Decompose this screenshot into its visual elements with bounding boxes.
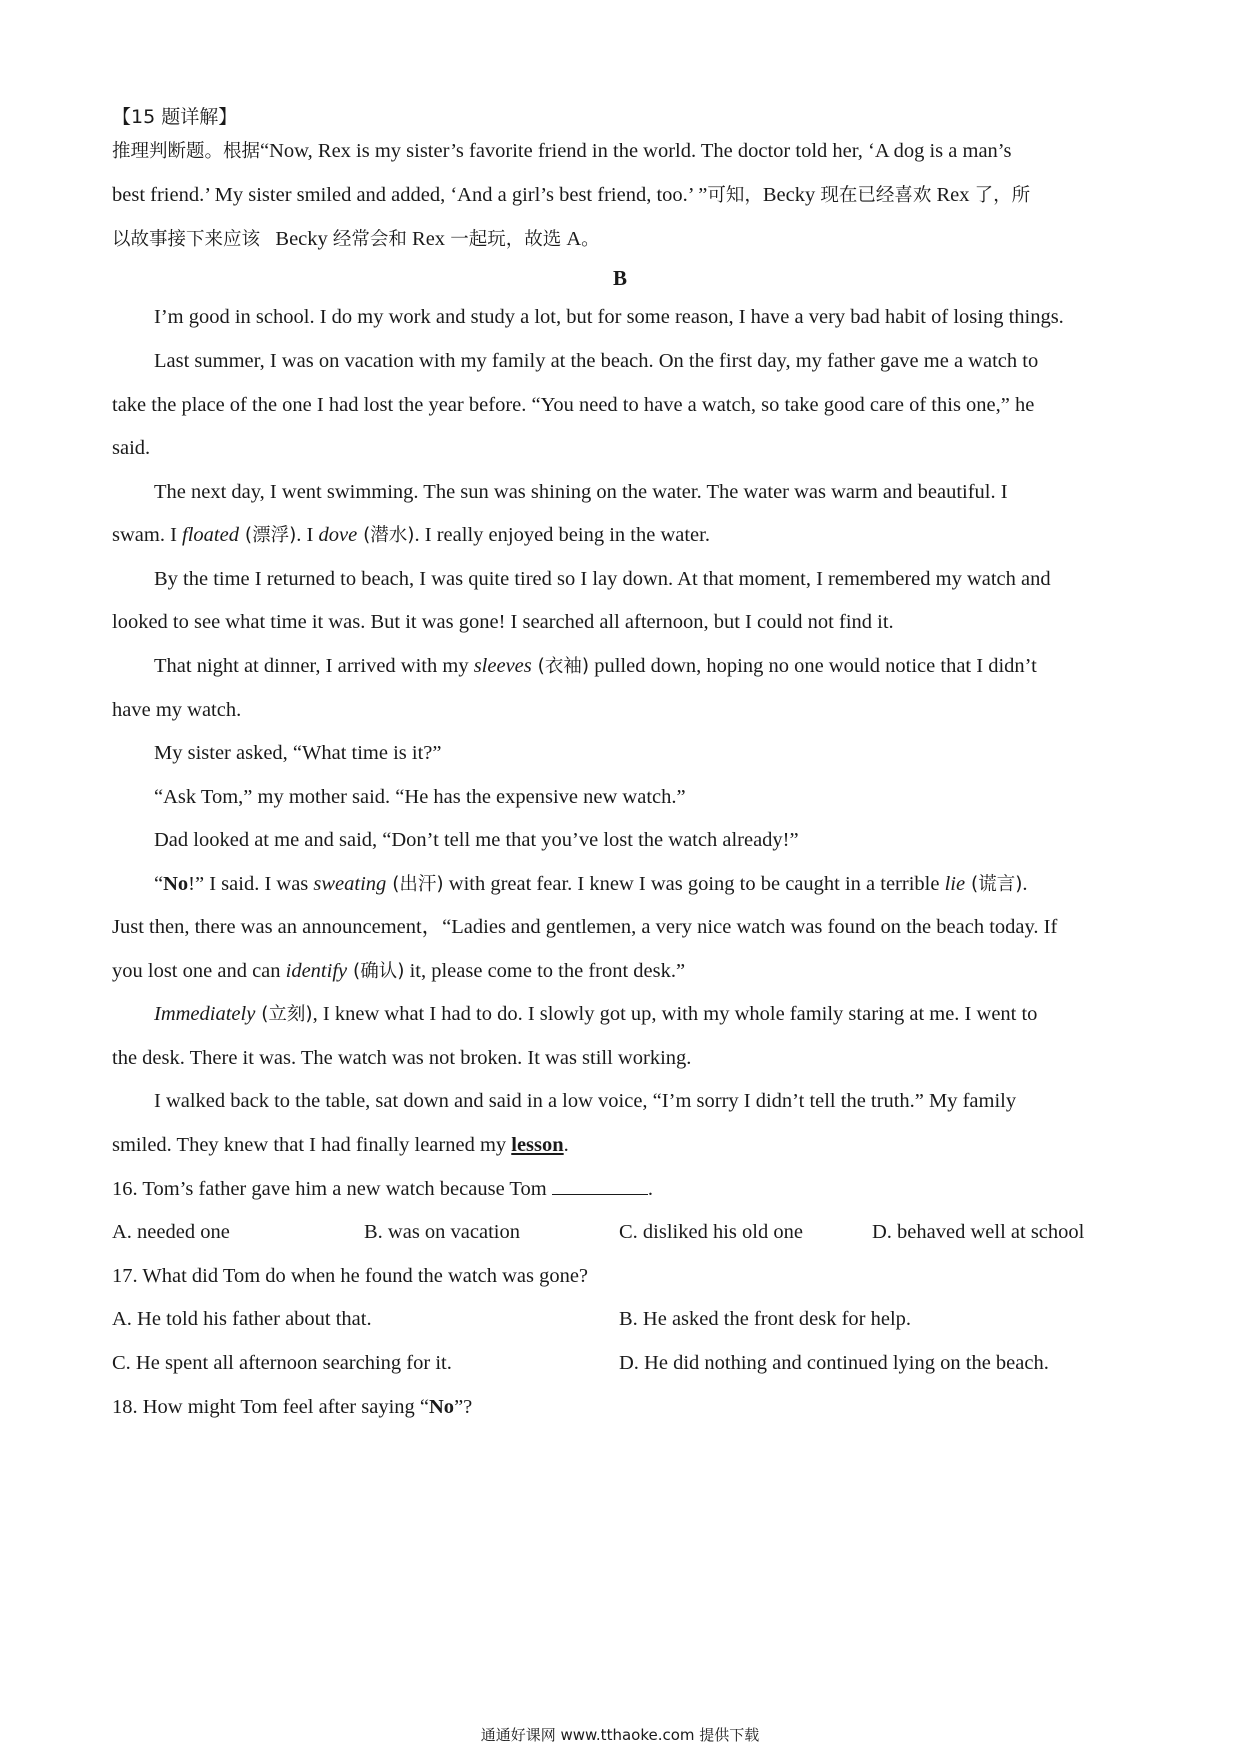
vocab-gloss: (立刻) — [255, 1004, 313, 1025]
passage-paragraph — [154, 870, 1028, 899]
vocab-word: identify — [285, 960, 348, 982]
vocab-word: sleeves — [473, 655, 532, 677]
underlined-word: lesson — [511, 1134, 564, 1156]
explanation-name: Becky — [762, 184, 816, 206]
question-stem: 18. How might Tom feel after saying “ — [112, 1396, 429, 1418]
question-18 — [112, 1393, 472, 1421]
question-stem: ”? — [454, 1396, 473, 1418]
passage-paragraph: Last summer, I was on vacation with my family at the beach. On the first day, my father gave me a watch to — [154, 350, 1039, 372]
passage-text: That night at dinner, I arrived with my — [154, 655, 474, 677]
q17-option-a: A. He told his father about that. — [112, 1308, 372, 1330]
passage-paragraph: “Ask Tom,” my mother said. “He has the expensive new watch.” — [154, 786, 686, 808]
passage-text: it, please come to the front desk.” — [404, 960, 686, 982]
passage-text: “ — [154, 873, 164, 895]
vocab-word: dove — [318, 524, 358, 546]
passage-line — [112, 1131, 569, 1159]
section-title: B — [612, 266, 627, 290]
vocab-gloss: (潜水) — [357, 525, 415, 546]
passage-text: swam. I — [112, 524, 183, 546]
explanation-answer: A — [566, 228, 582, 250]
vocab-gloss: (确认) — [347, 961, 405, 982]
explanation-text: 可知， — [707, 185, 763, 206]
vocab-gloss: (衣袖) — [531, 656, 590, 677]
explanation-text: 一起玩，故选 — [450, 229, 562, 250]
q16-option-a: A. needed one — [112, 1221, 230, 1243]
explanation-heading: 【15 题详解】 — [112, 106, 238, 128]
passage-text: with great fear. I knew I was going to be caught in a terrible — [443, 873, 945, 895]
q17-option-c: C. He spent all afternoon searching for it. — [112, 1352, 452, 1374]
passage-text: , I knew what I had to do. I slowly got up, with my whole family staring at me. I went to — [312, 1003, 1038, 1025]
question-stem: 16. Tom’s father gave him a new watch because Tom — [112, 1178, 552, 1200]
explanation-text: 推理判断题。根据 — [112, 141, 261, 162]
question-16 — [112, 1175, 653, 1203]
question-17: 17. What did Tom do when he found the watch was gone? — [112, 1265, 589, 1287]
explanation-text: 现在已经喜欢 — [820, 185, 932, 206]
vocab-gloss: (谎言) — [965, 874, 1023, 895]
explanation-quote: “Now, Rex is my sister’s favorite friend in the world. The doctor told her, ‘A dog is a man’s — [260, 140, 1012, 162]
q16-option-d: D. behaved well at school — [872, 1221, 1085, 1243]
passage-paragraph: My sister asked, “What time is it?” — [154, 742, 442, 764]
keyword: No — [163, 873, 189, 895]
passage-line: Just then, there was an announcement，“Ladies and gentlemen, a very nice watch was found on the beach today. If — [112, 916, 1058, 938]
passage-paragraph: I’m good in school. I do my work and study a lot, but for some reason, I have a very bad habit of losing things. — [154, 306, 1064, 328]
passage-line: said. — [112, 437, 151, 459]
explanation-line-2 — [112, 181, 1030, 210]
question-stem: . — [647, 1178, 653, 1200]
passage-text: . — [1022, 873, 1028, 895]
passage-text: . — [563, 1134, 569, 1156]
explanation-line-3 — [112, 225, 600, 254]
explanation-text: 。 — [581, 229, 600, 250]
passage-text: pulled down, hoping no one would notice that I didn’t — [589, 655, 1037, 677]
passage-line: have my watch. — [112, 699, 242, 721]
passage-text: smiled. They knew that I had finally learned my — [112, 1134, 512, 1156]
q17-option-d: D. He did nothing and continued lying on the beach. — [619, 1352, 1049, 1374]
page-footer: 通通好课网 www.tthaoke.com 提供下载 — [480, 1726, 760, 1744]
q16-option-c: C. disliked his old one — [619, 1221, 803, 1243]
passage-text: . I — [296, 524, 319, 546]
passage-line — [112, 957, 685, 986]
vocab-gloss: (出汗) — [386, 874, 444, 895]
explanation-quote: best friend.’ My sister smiled and added, ‘And a girl’s best friend, too.’ ” — [112, 184, 708, 206]
vocab-word: Immediately — [154, 1003, 256, 1025]
passage-paragraph — [154, 1000, 1037, 1029]
answer-blank — [552, 1176, 648, 1195]
vocab-word: lie — [944, 873, 966, 895]
explanation-line-1 — [112, 137, 1011, 166]
passage-paragraph: I walked back to the table, sat down and said in a low voice, “I’m sorry I didn’t tell the truth.” My family — [154, 1090, 1017, 1112]
explanation-text: 了，所 — [974, 185, 1031, 206]
passage-text: . I really enjoyed being in the water. — [414, 524, 710, 546]
explanation-name: Rex — [412, 228, 446, 250]
vocab-word: floated — [182, 524, 239, 546]
passage-line: looked to see what time it was. But it was gone! I searched all afternoon, but I could not find it. — [112, 611, 894, 633]
q16-option-b: B. was on vacation — [364, 1221, 520, 1243]
passage-line: take the place of the one I had lost the year before. “You need to have a watch, so take good care of this one,” he — [112, 394, 1035, 416]
q17-option-b: B. He asked the front desk for help. — [619, 1308, 912, 1330]
explanation-name: Becky — [275, 228, 328, 250]
explanation-text: 以故事接下来应该 — [112, 229, 261, 250]
keyword: No — [429, 1396, 455, 1418]
passage-paragraph: The next day, I went swimming. The sun was shining on the water. The water was warm and beautiful. I — [154, 481, 1008, 503]
passage-text: !” I said. I was — [188, 873, 314, 895]
explanation-text: 经常会和 — [332, 229, 407, 250]
passage-paragraph — [154, 652, 1037, 681]
passage-text: you lost one and can — [112, 960, 286, 982]
passage-line: the desk. There it was. The watch was not broken. It was still working. — [112, 1047, 692, 1069]
passage-paragraph: Dad looked at me and said, “Don’t tell me that you’ve lost the watch already!” — [154, 829, 799, 851]
vocab-gloss: (漂浮) — [238, 525, 297, 546]
vocab-word: sweating — [313, 873, 387, 895]
passage-line — [112, 521, 710, 550]
passage-paragraph: By the time I returned to beach, I was quite tired so I lay down. At that moment, I remembered my watch and — [154, 568, 1051, 590]
explanation-name: Rex — [936, 184, 970, 206]
